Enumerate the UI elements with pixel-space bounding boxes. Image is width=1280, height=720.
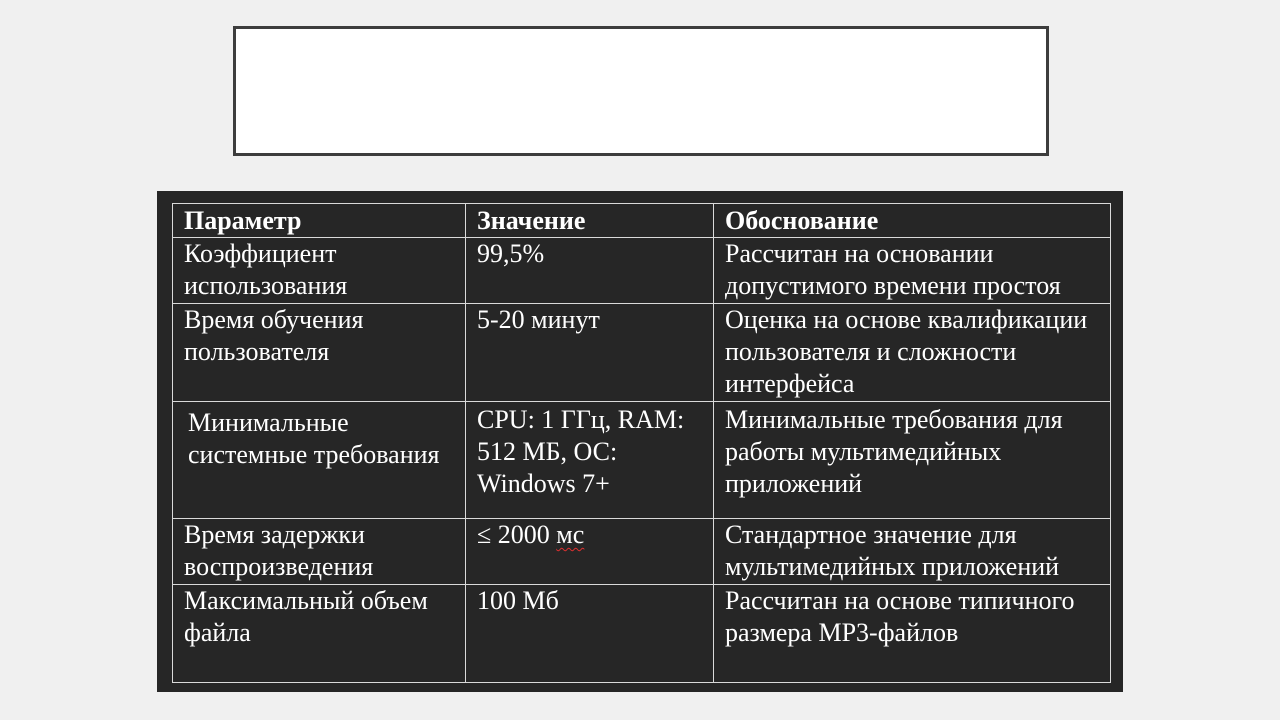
cell-justification: Оценка на основе квалификации пользователя и сложности интерфейса [714,304,1111,402]
cell-parameter: Время обучения пользователя [173,304,466,402]
latency-number: ≤ 2000 [477,520,550,549]
table-row [173,238,1111,304]
latency-unit: мс [556,520,585,549]
parameters-table [172,203,1111,683]
cell-value [466,519,714,585]
cell-value: CPU: 1 ГГц, RAM: 512 МБ, ОС: Windows 7+ [466,402,714,519]
table-row [173,304,1111,402]
header-justification: Обоснование [714,204,1111,238]
cell-justification: Рассчитан на основании допустимого времени простоя [714,238,1111,304]
slide-title-placeholder[interactable] [233,26,1049,156]
cell-justification: Рассчитан на основе типичного размера MP3-файлов [714,585,1111,683]
table-row [173,402,1111,519]
cell-value: 99,5% [466,238,714,304]
table-row [173,585,1111,683]
table-header-row [173,204,1111,238]
table-panel [157,191,1123,692]
header-parameter: Параметр [173,204,466,238]
cell-value: 5-20 минут [466,304,714,402]
cell-justification: Стандартное значение для мультимедийных приложений [714,519,1111,585]
cell-parameter: Коэффициент использования [173,238,466,304]
cell-parameter: Время задержки воспроизведения [173,519,466,585]
header-value: Значение [466,204,714,238]
cell-parameter: Минимальные системные требования [173,402,466,519]
table-row [173,519,1111,585]
cell-value: 100 Мб [466,585,714,683]
cell-parameter: Максимальный объем файла [173,585,466,683]
cell-justification: Минимальные требования для работы мультимедийных приложений [714,402,1111,519]
